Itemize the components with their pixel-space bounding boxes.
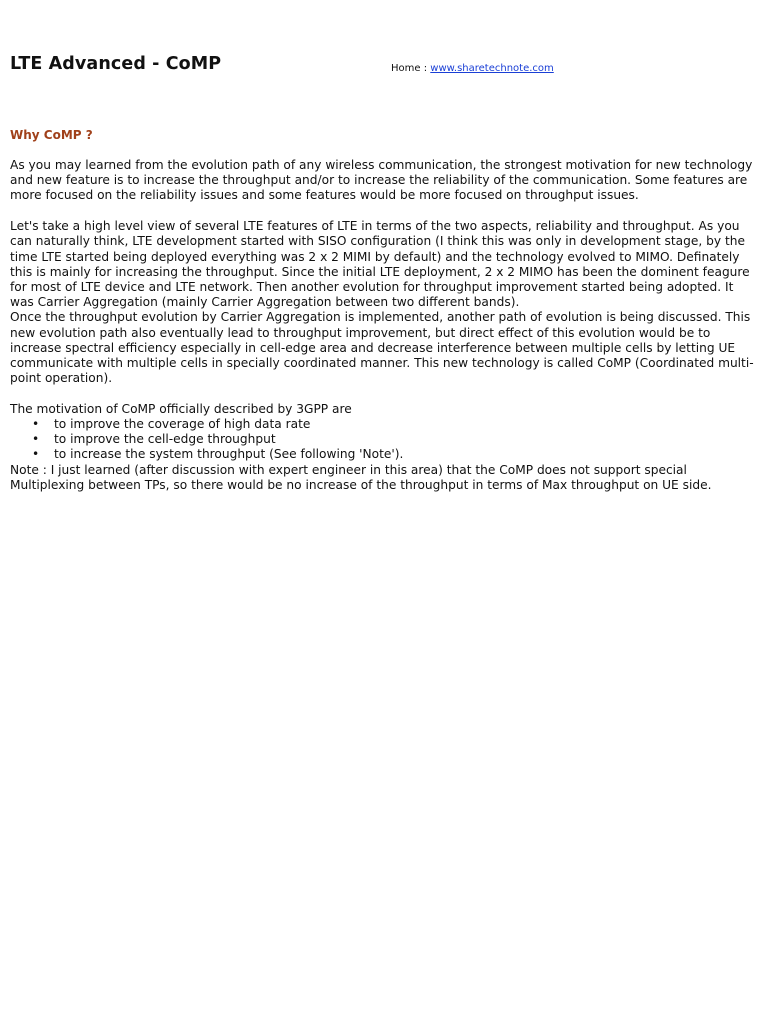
page-header: [10, 0, 758, 90]
home-link[interactable]: www.sharetechnote.com: [430, 63, 554, 74]
paragraph-note: Note : I just learned (after discussion with expert engineer in this area) that the CoMP does not support special Multiplexing between TPs, so there would be no increase of the throughput in terms of Max throughput on UE side.: [10, 462, 712, 492]
list-item: • to increase the system throughput (See following 'Note').: [54, 447, 758, 462]
paragraph-motivation: The motivation of CoMP officially described by 3GPP are: [10, 401, 352, 416]
motivation-list: [10, 417, 758, 463]
home-label: Home :: [391, 63, 428, 74]
list-item: • to improve the coverage of high data rate: [54, 417, 758, 432]
home-nav: [391, 63, 554, 74]
document-page: [10, 0, 758, 492]
list-item: • to improve the cell-edge throughput: [54, 432, 758, 447]
paragraph-intro: As you may learned from the evolution path of any wireless communication, the strongest motivation for new technology and new feature is to increase the throughput and/or to increase the reliability of the communication. Some features are more focused on the reliability issues and some features would be more focused on throughput issues.: [10, 158, 753, 203]
section-title: Why CoMP ?: [10, 128, 93, 142]
paragraph-lte-features: Let's take a high level view of several LTE features of LTE in terms of the two aspects, reliability and throughput. As you can naturally think, LTE development started with SISO configuration (I think this was only in development stage, by the time LTE started being deployed everything was 2 x 2 MIMI by default) and the technology evolved to MIMO. Definately this is mainly for increasing the throughput. Since the initial LTE deployment, 2 x 2 MIMO has been the dominent feagure for most of LTE device and LTE network. Then another evolution for throughput improvement started being adopted. It was Carrier Aggregation (mainly Carrier Aggregation between two different bands).: [10, 219, 750, 310]
article-body: [10, 158, 758, 493]
page-title: LTE Advanced - CoMP: [10, 54, 222, 74]
paragraph-comp-evolution: Once the throughput evolution by Carrier Aggregation is implemented, another path of evolution is being discussed. This new evolution path also eventually lead to throughput improvement, but direct effect of this evolution would be to increase spectral efficiency especially in cell-edge area and decrease interference between multiple cells by letting UE communicate with multiple cells in specially coordinated manner. This new technology is called CoMP (Coordinated multi-point operation).: [10, 310, 754, 386]
